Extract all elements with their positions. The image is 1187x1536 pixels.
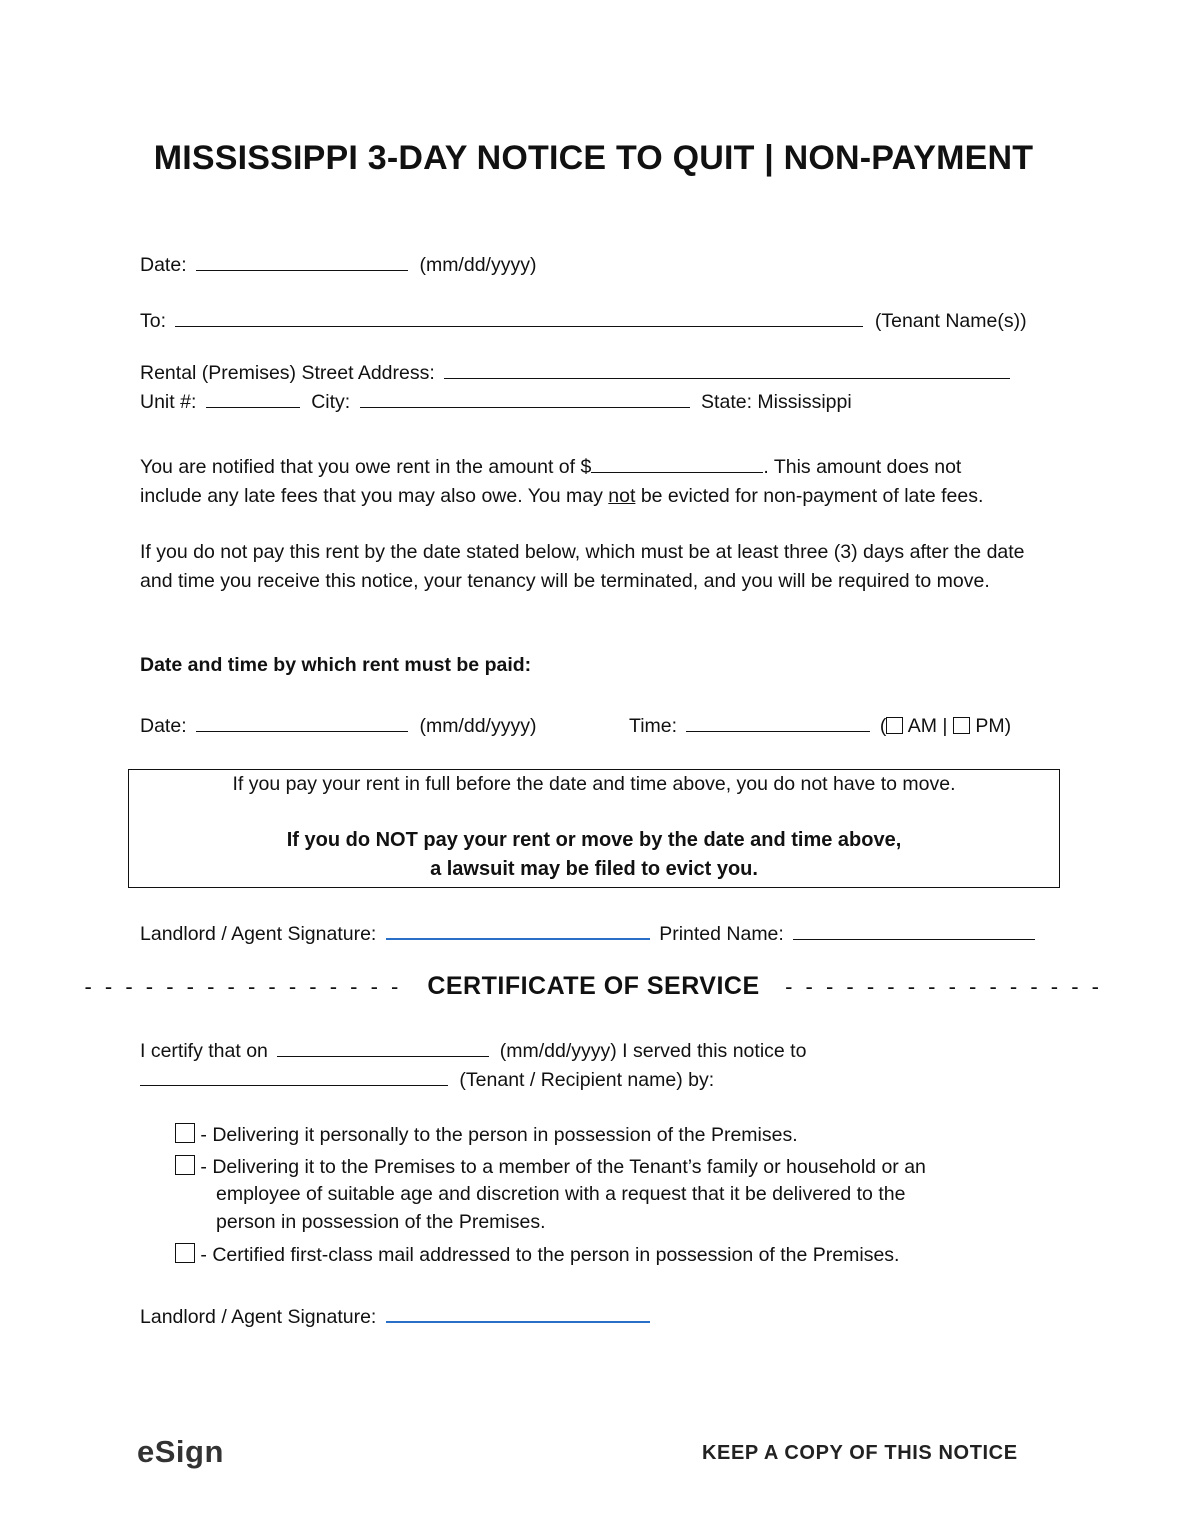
esign-logo: eSign <box>137 1434 224 1469</box>
deadline-date-hint: (mm/dd/yyyy) <box>419 715 537 737</box>
deadline-time-row: Time: ( AM | PM) <box>629 711 1011 738</box>
state-label: State: Mississippi <box>701 391 852 413</box>
service-option-text: - Delivering it personally to the person in possession of the Premises. <box>200 1124 798 1146</box>
recipient-hint: (Tenant / Recipient name) by: <box>459 1069 715 1091</box>
certificate-signature-field[interactable] <box>386 1301 650 1323</box>
landlord-signature-field[interactable] <box>386 918 650 940</box>
date-row <box>140 250 536 277</box>
printed-name-input-line[interactable] <box>793 919 1035 940</box>
date-hint: (mm/dd/yyyy) <box>419 254 537 276</box>
date-label: Date: <box>140 254 187 276</box>
document-title: MISSISSIPPI 3-DAY NOTICE TO QUIT | NON-PAYMENT <box>153 139 1034 177</box>
deadline-heading: Date and time by which rent must be paid: <box>140 654 532 676</box>
personal-delivery-checkbox[interactable] <box>175 1123 195 1143</box>
service-option-household-line-2: employee of suitable age and discretion with a request that it be delivered to the <box>216 1183 906 1205</box>
city-input-line[interactable] <box>360 387 690 408</box>
address-row <box>140 358 1010 385</box>
to-label: To: <box>140 310 167 332</box>
rent-owed-text: You are notified that you owe rent in the amount of $ <box>140 456 592 478</box>
deadline-time-input-line[interactable] <box>686 711 870 732</box>
landlord-signature-row <box>140 918 1035 946</box>
certificate-signature-label: Landlord / Agent Signature: <box>140 1306 377 1328</box>
household-delivery-checkbox[interactable] <box>175 1155 195 1175</box>
tenant-name-input-line[interactable] <box>175 306 863 327</box>
termination-paragraph: If you do not pay this rent by the date stated below, which must be at least three (3) days after the date and time you receive this notice, your tenancy will be terminated, and you will be required to move. <box>140 541 1025 592</box>
not-emphasis: not <box>608 485 636 507</box>
am-label: AM <box>907 715 937 737</box>
recipient-name-input-line[interactable] <box>140 1065 448 1086</box>
keep-copy-notice: KEEP A COPY OF THIS NOTICE <box>702 1442 1018 1464</box>
notice-line-2: If you do NOT pay your rent or move by the date and time above, <box>286 829 902 851</box>
landlord-signature-label: Landlord / Agent Signature: <box>140 923 377 945</box>
service-option-personal <box>175 1121 1055 1151</box>
rent-amount-input-line[interactable] <box>591 452 763 473</box>
recipient-row <box>140 1065 714 1092</box>
unit-city-state-row <box>140 387 852 414</box>
unit-label: Unit #: <box>140 391 197 413</box>
service-date-input-line[interactable] <box>277 1036 489 1057</box>
deadline-date-row <box>140 711 536 738</box>
certificate-heading: CERTIFICATE OF SERVICE <box>427 972 760 1000</box>
certify-row <box>140 1036 806 1063</box>
certificate-signature-row <box>140 1301 650 1329</box>
left-dashes: - - - - - - - - - - - - - - - - <box>84 974 402 999</box>
city-label: City: <box>311 391 351 413</box>
service-option-text: - Delivering it to the Premises to a member of the Tenant’s family or household or an <box>200 1156 926 1178</box>
service-option-text: - Certified first-class mail addressed to the person in possession of the Premises. <box>200 1244 900 1266</box>
service-option-household-line-3: person in possession of the Premises. <box>216 1211 546 1233</box>
to-hint: (Tenant Name(s)) <box>874 310 1027 332</box>
service-option-mail <box>175 1241 1055 1271</box>
right-dashes: - - - - - - - - - - - - - - - - <box>785 974 1103 999</box>
pm-checkbox[interactable] <box>953 717 970 734</box>
address-label: Rental (Premises) Street Address: <box>140 362 435 384</box>
certificate-heading-row <box>0 972 1187 1001</box>
pm-label: PM <box>975 715 1005 737</box>
date-input-line[interactable] <box>196 250 408 271</box>
deadline-time-label: Time: <box>629 715 678 737</box>
late-fees-text-cont: be evicted for non-payment of late fees. <box>635 485 984 507</box>
unit-input-line[interactable] <box>206 387 300 408</box>
notice-line-1: If you pay your rent in full before the date and time above, you do not have to move. <box>232 773 956 795</box>
to-row <box>140 306 1027 333</box>
certify-text-cont: (mm/dd/yyyy) I served this notice to <box>499 1040 807 1062</box>
service-option-household <box>175 1153 1055 1183</box>
deadline-date-input-line[interactable] <box>196 711 408 732</box>
rent-owed-text-cont: . This amount does not <box>763 456 962 478</box>
rent-owed-paragraph <box>140 452 1050 511</box>
late-fees-text: include any late fees that you may also owe. You may <box>140 485 609 507</box>
deadline-date-label: Date: <box>140 715 187 737</box>
address-input-line[interactable] <box>444 358 1010 379</box>
printed-name-label: Printed Name: <box>659 923 784 945</box>
notice-line-3: a lawsuit may be filed to evict you. <box>430 858 758 880</box>
certify-text: I certify that on <box>140 1040 268 1062</box>
am-checkbox[interactable] <box>886 717 903 734</box>
mail-delivery-checkbox[interactable] <box>175 1243 195 1263</box>
